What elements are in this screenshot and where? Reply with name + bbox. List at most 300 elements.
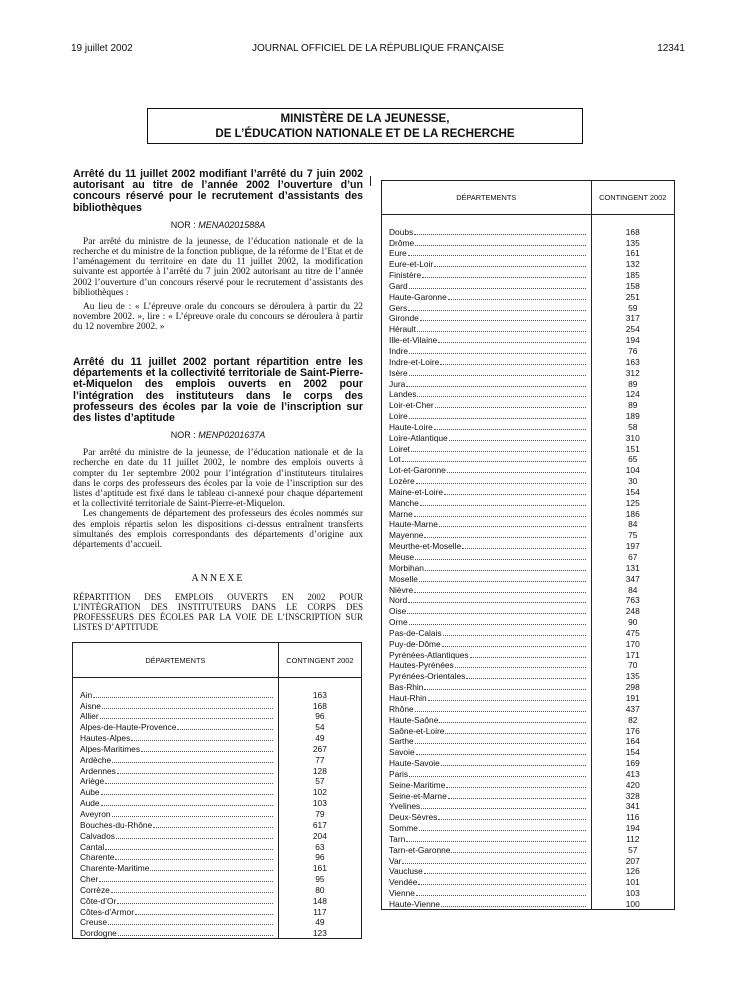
contingent-value: 89 xyxy=(591,378,674,389)
annexe-caption: RÉPARTITION DES EMPLOIS OUVERTS EN 2002 POUR L’INTÉGRATION DES INSTITUTEURS DANS LE CORPS DES PROFESSEURS DES ÉCOLES PAR LA VOIE DE L’INSCRIPTION SUR LISTES D’APTITUDE xyxy=(73,592,363,632)
contingent-value: 154 xyxy=(591,746,674,757)
table-row xyxy=(382,703,675,714)
leader-dots xyxy=(417,331,586,332)
leader-dots xyxy=(409,624,586,625)
department-name: Oise xyxy=(389,606,407,617)
leader-dots xyxy=(117,903,272,904)
department-name: Vendée xyxy=(389,877,418,888)
department-name: Ain xyxy=(80,689,93,700)
leader-dots xyxy=(101,794,273,795)
department-name: Corrèze xyxy=(80,884,110,895)
leader-dots xyxy=(418,884,585,885)
ministry-box xyxy=(147,108,583,144)
leader-dots xyxy=(93,697,273,698)
table-row xyxy=(73,765,362,776)
leader-dots xyxy=(108,924,273,925)
leader-dots xyxy=(424,873,586,874)
department-name: Bouches-du-Rhône xyxy=(80,819,153,830)
journal-title: JOURNAL OFFICIEL DE LA RÉPUBLIQUE FRANÇAISE xyxy=(251,43,505,54)
contingent-value: 103 xyxy=(278,797,361,808)
contingent-value: 100 xyxy=(591,898,674,909)
leader-dots xyxy=(100,718,273,719)
contingent-value: 151 xyxy=(591,443,674,454)
leader-dots xyxy=(150,870,272,871)
department-name: Haut-Rhin xyxy=(389,692,427,703)
leader-dots xyxy=(424,537,585,538)
leader-dots xyxy=(415,743,586,744)
table-row xyxy=(382,226,675,237)
department-name: Manche xyxy=(389,497,419,508)
contingent-value: 123 xyxy=(278,927,361,938)
table-row xyxy=(73,917,362,928)
contingent-value: 132 xyxy=(591,258,674,269)
department-name: Saône-et-Loire xyxy=(389,725,445,736)
department-name: Pas-de-Calais xyxy=(389,627,442,638)
arrete-1-paragraph-2: Au lieu de : « L’épreuve orale du concours se déroulera à partir du 22 novembre 2002. », lire : « L’épreuve orale du concours se déroulera à partir du 12 novembre 2002. » xyxy=(73,302,363,333)
contingent-value: 207 xyxy=(591,855,674,866)
table-row xyxy=(382,551,675,562)
department-name: Hautes-Pyrénées xyxy=(389,660,454,671)
contingent-value: 197 xyxy=(591,540,674,551)
leader-dots xyxy=(112,816,273,817)
department-name: Mayenne xyxy=(389,530,424,541)
contingent-value: 168 xyxy=(591,226,674,237)
ministry-line-2: DE L’ÉDUCATION NATIONALE ET DE LA RECHERCHE xyxy=(215,127,515,140)
contingent-value: 58 xyxy=(591,421,674,432)
leader-dots xyxy=(105,849,273,850)
table-row xyxy=(73,700,362,711)
department-name: Moselle xyxy=(389,573,418,584)
table-row xyxy=(73,808,362,819)
department-name: Haute-Saône xyxy=(389,714,439,725)
department-name: Nièvre xyxy=(389,584,414,595)
leader-dots xyxy=(415,711,586,712)
department-name: Var xyxy=(389,855,402,866)
department-name: Calvados xyxy=(80,830,115,841)
leader-dots xyxy=(438,342,585,343)
leader-dots xyxy=(118,935,273,936)
table-row xyxy=(73,776,362,787)
contingent-value: 163 xyxy=(278,689,361,700)
table-row xyxy=(382,421,675,432)
contingent-value: 104 xyxy=(591,464,674,475)
department-name: Ariège xyxy=(80,776,105,787)
contingent-value: 102 xyxy=(278,786,361,797)
table-row xyxy=(382,475,675,486)
leader-dots xyxy=(424,689,585,690)
arrete-2-title: Arrêté du 11 juillet 2002 portant répartition entre les départements et la collectivité territoriale de Saint-Pierre-et-Miquelon des emplois ouverts en 2002 pour l’intégration des instituteurs dans le corps des professeurs des écoles par la voie de l’inscription sur des listes d’aptitude xyxy=(73,356,363,425)
table-row xyxy=(73,873,362,884)
leader-dots xyxy=(406,386,585,387)
table-row xyxy=(73,689,362,700)
contingent-value: 164 xyxy=(591,736,674,747)
contingent-value: 30 xyxy=(591,475,674,486)
department-name: Loire xyxy=(389,411,408,422)
leader-dots xyxy=(131,740,272,741)
department-name: Allier xyxy=(80,711,99,722)
department-name: Puy-de-Dôme xyxy=(389,638,441,649)
department-name: Yvelines xyxy=(389,801,421,812)
department-name: Morbihan xyxy=(389,562,424,573)
arrete-2-paragraph-2: Les changements de département des professeurs des écoles nommés sur des emplois répartis selon les dispositions ci-dessus entraînent transferts simultanés des emplois correspondants des départements d’origine aux départements d’accueil. xyxy=(73,509,363,551)
leader-dots xyxy=(466,678,585,679)
department-name: Jura xyxy=(389,378,406,389)
table-row xyxy=(73,721,362,732)
department-name: Charente-Maritime xyxy=(80,863,150,874)
contingent-value: 347 xyxy=(591,573,674,584)
leader-dots xyxy=(439,722,585,723)
leader-dots xyxy=(440,364,585,365)
contingent-value: 57 xyxy=(278,776,361,787)
contingent-value: 420 xyxy=(591,779,674,790)
table-row xyxy=(382,822,675,833)
leader-dots xyxy=(409,776,585,777)
table-row xyxy=(382,790,675,801)
department-name: Gironde xyxy=(389,313,419,324)
contingent-value: 124 xyxy=(591,389,674,400)
table-row xyxy=(382,898,675,909)
leader-dots xyxy=(444,494,586,495)
arrete-1-paragraph-1: Par arrêté du ministre de la jeunesse, de l’éducation nationale et de la recherche et du ministre de la fonction publique, de la réforme de l’Etat et de l’aménagement du territoire en date du 11 juillet 2002, la modification suivante est apportée à l’arrêté du 7 juin 2002 autorisant au titre de l’année 2002 l’ouverture d’un concours réservé pour le recrutement d’assistants des bibliothèques : xyxy=(73,236,363,298)
contingent-value: 49 xyxy=(278,917,361,928)
table-row xyxy=(382,714,675,725)
contingent-value: 67 xyxy=(591,551,674,562)
leader-dots xyxy=(419,830,586,831)
contingent-value: 75 xyxy=(591,529,674,540)
table-row xyxy=(382,399,675,410)
table-row xyxy=(382,508,675,519)
department-name: Aude xyxy=(80,798,100,809)
contingent-value: 96 xyxy=(278,711,361,722)
contingent-value: 95 xyxy=(278,873,361,884)
department-name: Aveyron xyxy=(80,808,111,819)
annexe-section xyxy=(73,573,363,632)
leader-dots xyxy=(455,667,586,668)
leader-dots xyxy=(428,700,586,701)
table-row xyxy=(382,529,675,540)
leader-dots xyxy=(435,407,586,408)
page-number: 12341 xyxy=(657,43,685,54)
leader-dots xyxy=(409,353,585,354)
contingent-value: 128 xyxy=(278,765,361,776)
contingent-value: 49 xyxy=(278,732,361,743)
department-name: Somme xyxy=(389,823,418,834)
table-row xyxy=(382,432,675,443)
contingent-value: 112 xyxy=(591,833,674,844)
table-row xyxy=(73,711,362,722)
leader-dots xyxy=(438,819,585,820)
leader-dots xyxy=(417,396,585,397)
contingent-value: 189 xyxy=(591,410,674,421)
department-name: Gard xyxy=(389,280,408,291)
department-name: Lozère xyxy=(389,476,415,487)
department-name: Orne xyxy=(389,617,408,628)
table-row xyxy=(382,378,675,389)
leader-dots xyxy=(447,472,586,473)
leader-dots xyxy=(448,798,586,799)
department-name: Gers xyxy=(389,302,408,313)
leader-dots xyxy=(416,754,586,755)
table-row xyxy=(382,605,675,616)
department-name: Savoie xyxy=(389,747,415,758)
leader-dots xyxy=(415,245,585,246)
contingent-value: 341 xyxy=(591,801,674,812)
department-name: Eure-et-Loir xyxy=(389,259,434,270)
leader-dots xyxy=(434,429,586,430)
department-name: Haute-Savoie xyxy=(389,758,440,769)
table-row xyxy=(382,291,675,302)
table-row xyxy=(382,833,675,844)
leader-dots xyxy=(415,559,585,560)
department-name: Loire-Atlantique xyxy=(389,432,448,443)
department-name: Tarn-et-Garonne xyxy=(389,844,451,855)
leader-dots xyxy=(407,613,585,614)
department-name: Deux-Sèvres xyxy=(389,812,438,823)
department-name: Hautes-Alpes xyxy=(80,733,131,744)
table-row xyxy=(382,638,675,649)
department-name: Dordogne xyxy=(80,928,117,939)
arrete-2-nor xyxy=(73,430,363,440)
leader-dots xyxy=(408,310,585,311)
leader-dots xyxy=(451,852,585,853)
nor-label: NOR : xyxy=(170,219,196,230)
department-name: Loiret xyxy=(389,443,410,454)
department-name: Drôme xyxy=(389,237,415,248)
contingent-value: 310 xyxy=(591,432,674,443)
department-name: Ille-et-Vilaine xyxy=(389,335,438,346)
table-row xyxy=(382,595,675,606)
table-row xyxy=(382,313,675,324)
leader-dots xyxy=(116,838,273,839)
contingent-value: 154 xyxy=(591,486,674,497)
contingent-value: 125 xyxy=(591,497,674,508)
leader-dots xyxy=(111,892,273,893)
table-row xyxy=(73,841,362,852)
contingent-value: 194 xyxy=(591,334,674,345)
contingent-value: 437 xyxy=(591,703,674,714)
leader-dots xyxy=(409,288,586,289)
leader-dots xyxy=(411,451,586,452)
contingent-value: 763 xyxy=(591,595,674,606)
table-row xyxy=(382,584,675,595)
leader-dots xyxy=(421,808,585,809)
leader-dots xyxy=(448,299,586,300)
contingent-value: 59 xyxy=(591,302,674,313)
department-name: Lot xyxy=(389,454,401,465)
department-name: Ardennes xyxy=(80,765,116,776)
header-date: 19 juillet 2002 xyxy=(71,43,133,54)
table-row xyxy=(382,302,675,313)
leader-dots xyxy=(462,548,585,549)
table-row xyxy=(382,540,675,551)
contingent-value: 77 xyxy=(278,754,361,765)
contingent-value: 168 xyxy=(278,700,361,711)
table-row xyxy=(382,801,675,812)
table-row xyxy=(382,410,675,421)
arrete-2 xyxy=(73,357,363,550)
contingent-value: 54 xyxy=(278,721,361,732)
table-row xyxy=(382,389,675,400)
department-name: Paris xyxy=(389,768,409,779)
contingent-value: 117 xyxy=(278,906,361,917)
contingent-table-left xyxy=(72,642,362,939)
column-rule xyxy=(370,176,371,186)
table-row xyxy=(382,356,675,367)
leader-dots xyxy=(409,418,586,419)
running-header xyxy=(71,43,685,57)
leader-dots xyxy=(414,234,585,235)
table-row xyxy=(382,768,675,779)
table-row xyxy=(382,464,675,475)
contingent-value: 267 xyxy=(278,743,361,754)
table-row xyxy=(73,927,362,938)
department-name: Seine-Maritime xyxy=(389,779,446,790)
leader-dots xyxy=(441,765,586,766)
leader-dots xyxy=(419,581,586,582)
table-row xyxy=(382,334,675,345)
table-row xyxy=(73,852,362,863)
department-name: Indre-et-Loire xyxy=(389,356,440,367)
table-row xyxy=(382,280,675,291)
leader-dots xyxy=(422,277,585,278)
table-row xyxy=(382,670,675,681)
table-row xyxy=(382,887,675,898)
leader-dots xyxy=(117,773,273,774)
contingent-value: 312 xyxy=(591,367,674,378)
leader-dots xyxy=(439,526,586,527)
table-row xyxy=(382,876,675,887)
department-name: Charente xyxy=(80,852,115,863)
contingent-value: 176 xyxy=(591,725,674,736)
table-row xyxy=(382,269,675,280)
department-name: Eure xyxy=(389,248,407,259)
table-row xyxy=(382,757,675,768)
table-row xyxy=(382,367,675,378)
leader-dots xyxy=(408,255,586,256)
table-row xyxy=(382,258,675,269)
leader-dots xyxy=(416,895,586,896)
department-name: Bas-Rhin xyxy=(389,682,424,693)
contingent-value: 163 xyxy=(591,356,674,367)
contingent-value: 328 xyxy=(591,790,674,801)
table-row xyxy=(382,692,675,703)
table-row xyxy=(73,884,362,895)
leader-dots xyxy=(115,859,272,860)
leader-dots xyxy=(135,914,273,915)
contingent-value: 116 xyxy=(591,811,674,822)
table-row xyxy=(382,323,675,334)
department-name: Haute-Garonne xyxy=(389,291,447,302)
table-row xyxy=(382,866,675,877)
table-row xyxy=(73,906,362,917)
annexe-heading: ANNEXE xyxy=(191,573,245,584)
contingent-value: 317 xyxy=(591,313,674,324)
leader-dots xyxy=(442,646,586,647)
department-name: Sarthe xyxy=(389,736,414,747)
table-row xyxy=(382,345,675,356)
table-row xyxy=(382,616,675,627)
leader-dots xyxy=(420,505,586,506)
leader-dots xyxy=(443,635,586,636)
department-name: Doubs xyxy=(389,226,414,237)
department-name: Seine-et-Marne xyxy=(389,790,447,801)
department-name: Marne xyxy=(389,508,413,519)
contingent-value: 185 xyxy=(591,269,674,280)
department-name: Côtes-d’Armor xyxy=(80,906,134,917)
department-name: Lot-et-Garonne xyxy=(389,465,446,476)
contingent-value: 84 xyxy=(591,584,674,595)
contingent-value: 186 xyxy=(591,508,674,519)
table-row xyxy=(382,443,675,454)
table-row xyxy=(382,779,675,790)
contingent-value: 204 xyxy=(278,830,361,841)
contingent-value: 158 xyxy=(591,280,674,291)
table-row xyxy=(382,649,675,660)
table-row xyxy=(73,830,362,841)
contingent-value: 475 xyxy=(591,627,674,638)
department-name: Alpes-de-Haute-Provence xyxy=(80,722,177,733)
department-name: Haute-Marne xyxy=(389,519,438,530)
department-name: Loir-et-Cher xyxy=(389,400,434,411)
table-row xyxy=(382,486,675,497)
table-row xyxy=(382,627,675,638)
table-row xyxy=(73,732,362,743)
leader-dots xyxy=(406,841,585,842)
department-name: Nord xyxy=(389,595,408,606)
table-row xyxy=(382,497,675,508)
department-name: Pyrénées-Atlantiques xyxy=(389,649,469,660)
table-row xyxy=(73,786,362,797)
contingent-value: 170 xyxy=(591,638,674,649)
department-name: Maine-et-Loire xyxy=(389,486,443,497)
contingent-value: 413 xyxy=(591,768,674,779)
contingent-value: 79 xyxy=(278,808,361,819)
table-row xyxy=(73,743,362,754)
contingent-value: 70 xyxy=(591,660,674,671)
column-header-departements: DÉPARTEMENTS xyxy=(382,181,592,215)
contingent-value: 90 xyxy=(591,616,674,627)
contingent-value: 103 xyxy=(591,887,674,898)
column-header-contingent: CONTINGENT 2002 xyxy=(278,643,361,678)
department-name: Ardèche xyxy=(80,754,112,765)
contingent-table-right xyxy=(381,180,675,910)
contingent-value: 169 xyxy=(591,757,674,768)
table-row xyxy=(73,862,362,873)
contingent-value: 298 xyxy=(591,681,674,692)
department-name: Vienne xyxy=(389,888,415,899)
leader-dots xyxy=(414,516,586,517)
contingent-value: 57 xyxy=(591,844,674,855)
contingent-value: 617 xyxy=(278,819,361,830)
table-row xyxy=(73,819,362,830)
contingent-value: 89 xyxy=(591,399,674,410)
contingent-value: 254 xyxy=(591,323,674,334)
table-row xyxy=(382,736,675,747)
department-name: Landes xyxy=(389,389,417,400)
contingent-value: 80 xyxy=(278,884,361,895)
leader-dots xyxy=(449,440,586,441)
table-row xyxy=(382,237,675,248)
contingent-value: 65 xyxy=(591,454,674,465)
contingent-value: 96 xyxy=(278,852,361,863)
department-name: Pyrénées-Orientales xyxy=(389,671,466,682)
nor-code: MENP0201637A xyxy=(198,430,266,441)
table-row xyxy=(382,454,675,465)
leader-dots xyxy=(470,657,586,658)
contingent-value: 191 xyxy=(591,692,674,703)
department-name: Meurthe-et-Moselle xyxy=(389,541,462,552)
contingent-value: 194 xyxy=(591,822,674,833)
